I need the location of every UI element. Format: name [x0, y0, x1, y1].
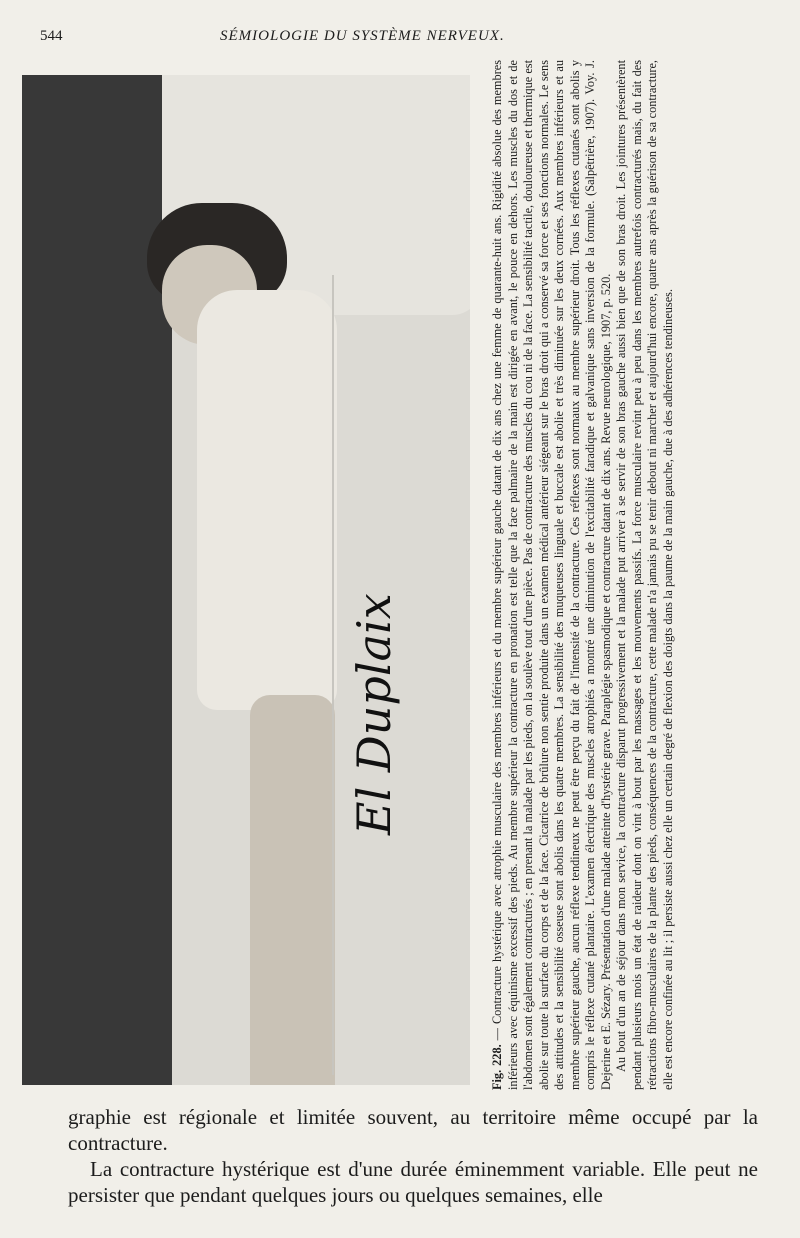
page-number: 544: [40, 28, 63, 44]
caption-label: Fig. 228.: [490, 1044, 504, 1090]
caption-paragraph-2: Au bout d'un an de séjour dans mon service, la contracture disparut progressivement et la malade put arriver à se servir de son bras gauche aussi bien que de son bras droit. Les jointures présentèrent pendant plusieurs mois un état de raideur dont on vint à bout par les massages et les mouvements passifs. La force musculaire revint peu à peu dans les membres autrefois contracturés mais, du fait des rétractions fibro-musculaires de la plante des pieds, conséquences de la contracture, cette malade n'a jamais pu se tenir debout ni marcher et aujourd'hui encore, quatre ans après la guérison de sa contracture, elle est encore confinée au lit ; il persiste aussi chez elle un certain degré de flexion des doigts dans la paume de la main gauche, due à des adhérences tendineuses.: [614, 60, 675, 1090]
caption-paragraph-1: [490, 60, 614, 1090]
caption-text: — Contracture hystérique avec atrophie musculaire des membres inférieurs et du membre supérieur gauche datant de dix ans chez une femme de quarante-huit ans. Rigidité absolue des membres inférieurs avec équinisme excessif des pieds. Au membre supérieur la contracture en pronation est telle que la face palmaire de la main est dirigée en avant, le pouce en dehors. Les muscles du dos et de l'abdomen sont également contracturés ; en prenant la malade par les pieds, on la soulève tout d'une pièce. Pas de contracture des muscles du cou ni de la face. La sensibilité tactile, douloureuse et thermique est abolie sur toute la surface du corps et de la face. Cicatrice de brûlure non sentie produite dans un examen médical antérieur siégeant sur le bras droit qui a conservé sa force et ses fonctions normales. Le sens des attitudes et la sensibilité osseuse sont abolis dans les quatre membres. La sensibilité des muqueuses linguale et buccale est abolie et très diminuée sur les deux cornées. Aux membres inférieurs et au membre supérieur gauche, aucun réflexe tendineux ne peut être perçu du fait de l'intensité de la contracture. Ces réflexes sont normaux au membre supérieur droit. Tous les réflexes cutanés sont abolis y compris le réflexe cutané plantaire. L'examen électrique des muscles atrophiés a montré une diminution de l'excitabilité faradique et galvanique sans inversion de la formule. (Salpêtrière, 1907). Voy. J. Dejerine et E. Sézary. Présentation d'une malade atteinte d'hystérie grave. Paraplégie spasmodique et contracture datant de dix ans. Revue neurologique, 1907, p. 520.: [490, 60, 613, 1090]
patient-legs: [250, 695, 335, 1085]
page-header: [40, 28, 760, 52]
body-paragraph-1: graphie est régionale et limitée souvent, au territoire même occupé par la contracture.: [68, 1105, 758, 1155]
running-title: SÉMIOLOGIE DU SYSTÈME NERVEUX.: [220, 28, 505, 44]
patient-photograph: [22, 75, 470, 1085]
handwritten-signature: El Duplaix: [347, 593, 401, 835]
patient-gown: [197, 290, 337, 710]
body-text: [68, 1104, 758, 1208]
figure-caption: [490, 60, 780, 1090]
body-paragraph-2: La contracture hystérique est d'une durée éminemment variable. Elle peut ne persister que pendant quelques jours ou quelques semaines, elle: [68, 1157, 758, 1207]
sheet-fold: [332, 275, 334, 1075]
